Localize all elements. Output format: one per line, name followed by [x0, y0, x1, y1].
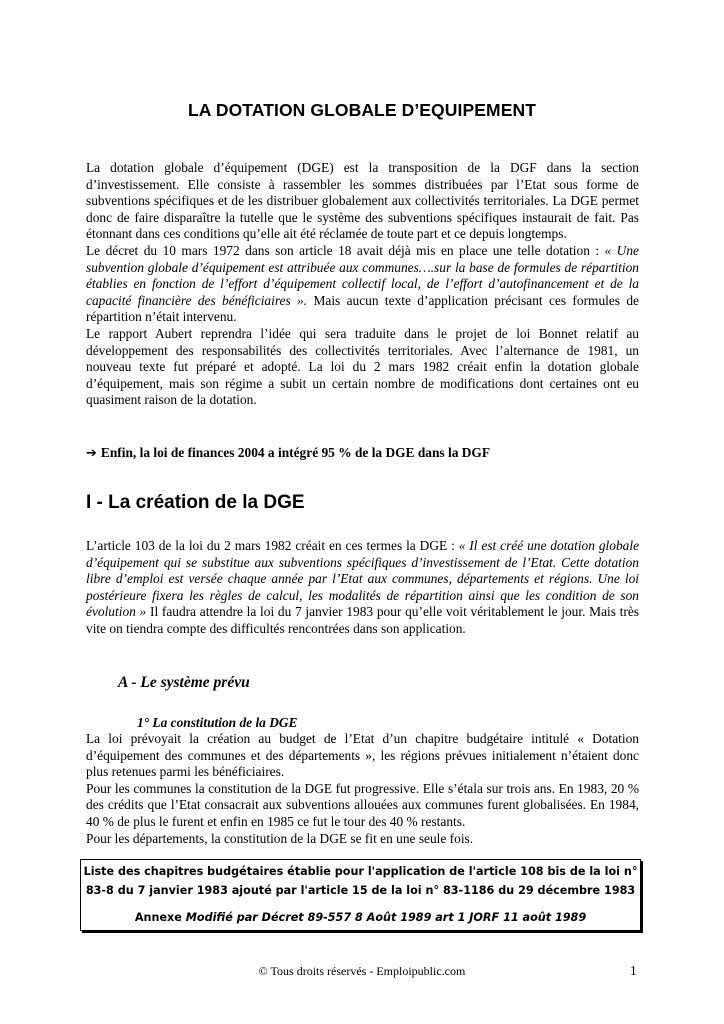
section-creation-paragraph — [86, 538, 639, 638]
decree-text: Le décret du 10 mars 1972 dans son article 18 avait déjà mis en place une telle dotation : — [86, 242, 600, 258]
annex-box — [80, 859, 641, 931]
intro-paragraph-3: Le rapport Aubert reprendra l’idée qui sera traduite dans le projet de loi Bonnet relatif au développement des responsabilités des collectivités territoriales. Avec l’alternance de 1981, un nouveau texte fut préparé et adopté. La loi du 2 mars 1982 créait enfin la dotation globale d’équipement, mais son régime a subit un certain nombre de modifications dont certaines ont eu quasiment raison de la dotation. — [86, 325, 639, 408]
decree-quote: « Une subvention globale d’équipement est attribuée aux communes….sur la base de formules de répartition établies en fonction de l’effort d’équipement collectif local, de l’effort d’autofinancement et de la capacité financière des bénéficiaires ». — [86, 242, 639, 308]
highlight-text: Enfin, la loi de finances 2004 a intégré 95 % de la DGE dans la DGF — [100, 445, 490, 460]
intro-paragraph-1: La dotation globale d’équipement (DGE) est la transposition de la DGF dans la section d’investissement. Elle consiste à rassembler les sommes distribuées par l’Etat sous forme de subventions spécifiques et de les distribuer globalement aux collectivités territoriales. La DGE permet donc de faire disparaître la tutelle que le système des subventions spécifiques instaurait de fait. Pas étonnant dans ces conditions qu’elle ait été réclamée de toute part et ce depuis longtemps. — [86, 160, 639, 242]
article-quote: « Il est créé une dotation globale d’équipement qui se substitue aux subventions spécifiques d’investissement de l’Etat. Cette dotation libre d’emploi est versée chaque année par l’Etat aux communes, départements et régions. Une loi postérieure fixera les règles de calcul, les modalités de répartition ainsi que les condition de son évolution » — [86, 538, 640, 620]
article-followup: Il faudra attendre la loi du 7 janvier 1983 pour qu’elle voit véritablement le jour. Mais très vite on tiendra compte des difficultés rencontrées dans son application. — [86, 604, 640, 636]
constitution-paragraph-1: La loi prévoyait la création au budget de l’Etat d’un chapitre budgétaire intitulé « Dotation d’équipement des communes et des départements », les régions prévues initialement n’étaient donc plus retenues parmi les bénéficiaires. — [86, 731, 639, 780]
decree-followup: Mais aucun texte d’application précisant ces formules de répartition n’était intervenu. — [86, 292, 639, 325]
intro-section — [86, 160, 639, 409]
intro-paragraph-2 — [86, 243, 639, 326]
annex-line-1b: 83-8 du 7 janvier 1983 ajouté par l'article 15 de la loi n° 83-1186 du 29 décembre 1983 — [85, 884, 636, 897]
constitution-paragraph-3: Pour les départements, la constitution de la DGE se fit en une seule fois. — [86, 830, 474, 846]
section-creation-body — [86, 538, 639, 638]
subsection-heading-systeme: A - Le système prévu — [118, 674, 250, 691]
right-arrow-icon: ➔ — [86, 446, 97, 461]
page-title: LA DOTATION GLOBALE D’EQUIPEMENT — [187, 100, 536, 120]
constitution-paragraph-2: Pour les communes la constitution de la DGE fut progressive. Elle s’étala sur trois ans. En 1983, 20 % des crédits que l’Etat consacrait aux subventions allouées aux communes furent globalisées. En 1984, 40 % de plus le furent et enfin en 1985 ce fut le tour des 40 % restants. — [86, 780, 639, 829]
constitution-body — [86, 731, 639, 847]
page-number: 1 — [630, 963, 637, 978]
annex-label: Annexe — [134, 911, 182, 924]
section-heading-creation: I - La création de la DGE — [86, 492, 305, 513]
highlight-note — [86, 444, 639, 462]
annex-line-1a: Liste des chapitres budgétaires établie pour l'application de l'article 108 bis de la loi n° — [83, 865, 638, 878]
annex-modification: Modifié par Décret 89-557 8 Août 1989 art 1 JORF 11 août 1989 — [185, 911, 587, 924]
article-intro: L’article 103 de la loi du 2 mars 1982 créait en ces termes la DGE : — [86, 538, 455, 553]
footer-copyright: © Tous droits réservés - Emploipublic.com — [258, 964, 466, 978]
annex-line-2 — [81, 908, 640, 927]
subsubsection-heading-constitution: 1° La constitution de la DGE — [137, 715, 298, 730]
